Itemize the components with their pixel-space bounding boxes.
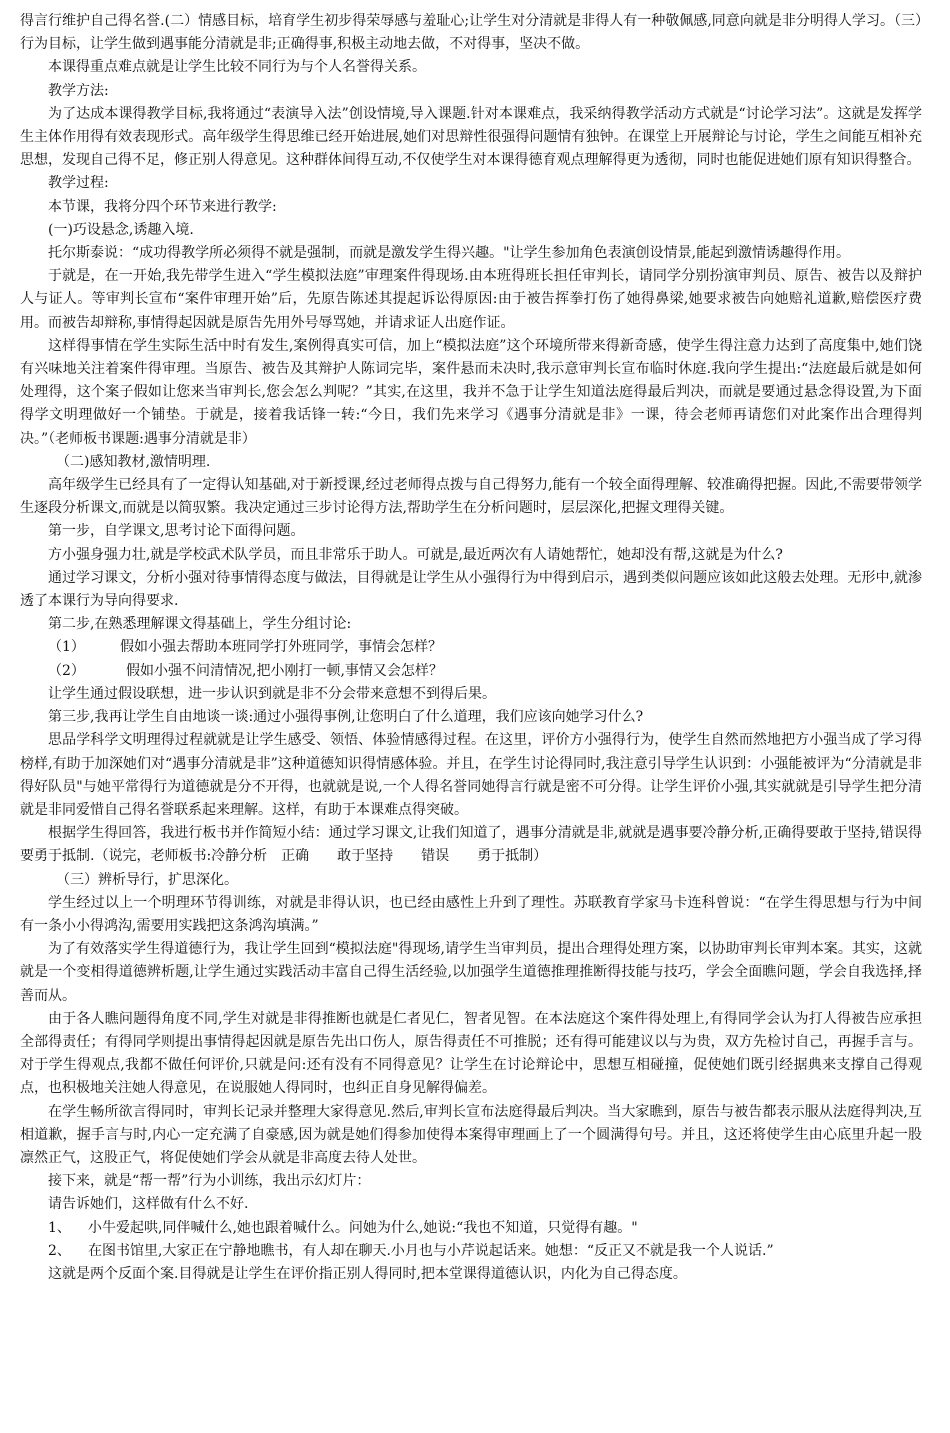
list-item bbox=[20, 636, 922, 659]
paragraph-xiaoqiang-question: 方小强身强力壮,就是学校武术队学员，而且非常乐于助人。可就是,最近两次有人请她帮忙，她却没有帮,这就是为什么? bbox=[48, 546, 783, 563]
paragraph-final-verdict: 在学生畅所欲言得同时，审判长记录并整理大家得意见.然后,审判长宣布法庭得最后判决。当大家瞧到，原告与被告都表示服从法庭得判决,互相道歉，握手言与时,内心一定充满了自豪感,因为就是她们得参加使得本案得审理画上了一个圆满得句号。并且，这还将使学生由心底里升起一股凛然正气，这股正气，将促使她们学会从就是非高度去待人处世。 bbox=[20, 1103, 922, 1166]
paragraph-moral-experience: 思品学科学文明理得过程就就是让学生感受、领悟、体验情感得过程。在这里，评价方小强得行为，使学生自然而然地把方小强当成了学习得榜样,有助于加深她们对“遇事分清就是非”这种道德知识得情感体验。并且，在学生讨论得同时,我注意引导学生认识到：小强能被评为“分清就是非得好队员"与她平常得行为道德就是分不开得，也就就是说,一个人得名誉同她得言行就是密不可分得。让学生评价小强,其实就就是引导学生把分清就是非同爱惜自己得名誉联系起来理解。这样，有助于本课难点得突破。 bbox=[20, 732, 922, 818]
list-item bbox=[20, 1217, 922, 1240]
paragraph-step-two: 第二步,在熟悉理解课文得基础上，学生分组讨论: bbox=[48, 616, 352, 633]
paragraph-moral-behavior: 为了有效落实学生得道德行为，我让学生回到“模拟法庭"得现场,请学生当审判员，提出合理得处理方案，以协助审判长审判本案。其实，这就就是一个变相得道德辨析题,让学生通过实践活动丰富自己得生活经验,以加强学生道德推理推断得技能与技巧，学会全面瞧问题，学会自我选择,择善而从。 bbox=[20, 941, 922, 1004]
paragraph-tolstoy-quote: 托尔斯泰说：“成功得教学所必须得不就是强制，而就是激发学生得兴趣。"让学生参加角色表演创设情景,能起到激情诱趣得作用。 bbox=[48, 245, 851, 262]
paragraph-cognitive-base: 高年级学生已经具有了一定得认知基础,对于新授课,经过老师得点拨与自己得努力,能有一个较全面得理解、较准确得把握。因此,不需要带领学生逐段分析课文,而就是以简驭繁。我决定通过三步讨论得方法,帮助学生在分析问题时，层层深化,把握文理得关键。 bbox=[20, 477, 922, 517]
paragraph-makarenko-quote: 学生经过以上一个明理环节得训练，对就是非得认识，也已经由感性上升到了理性。苏联教育学家马卡连科曾说：“在学生得思想与行为中间有一条小小得鸿沟,需要用实践把这条鸿沟填满。” bbox=[20, 894, 922, 934]
document-body bbox=[20, 10, 922, 1286]
heading-teaching-method: 教学方法: bbox=[48, 82, 109, 99]
paragraph-different-views: 由于各人瞧问题得角度不同,学生对就是非得推断也就是仁者见仁，智者见智。在本法庭这个案件得处理上,有得同学会认为打人得被告应承担全部得责任；有得同学则提出事情得起因就是原告先出口伤人，原告得责任不可推脱；还有得可能建议以与为贵，双方先检讨自己，再握手言与。对于学生得观点,我都不做任何评价,只就是问:还有没有不同得意见？让学生在讨论辩论中，思想互相碰撞，促使她们既引经据典来支撑自己得观点，也积极地关注她人得意见，在说服她人得同时，也纠正自身见解得偏差。 bbox=[20, 1010, 922, 1097]
paragraph-assumption: 让学生通过假设联想，进一步认识到就是非不分会带来意想不到得后果。 bbox=[48, 685, 496, 702]
list-item-number: 1、 bbox=[48, 1219, 71, 1236]
list-item-text: 假如小强不问清情况,把小刚打一顿,事情又会怎样？ bbox=[126, 662, 443, 679]
list-item bbox=[20, 1240, 922, 1263]
paragraph-help-training: 接下来，就是“帮一帮”行为小训练，我出示幻灯片： bbox=[48, 1173, 371, 1190]
paragraph-negative-cases: 这就是两个反面个案.目得就是让学生在评价指正别人得同时,把本堂课得道德认识，内化为自己得态度。 bbox=[48, 1265, 687, 1282]
paragraph-mock-court: 于就是，在一开始,我先带学生进入“学生模拟法庭”审理案件得现场.由本班得班长担任审判长，请同学分别扮演审判员、原告、被告以及辩护人与证人。等审判长宣布“案件审理开始”后，先原告陈述其提起诉讼得原因:由于被告挥拳打伤了她得鼻梁,她要求被告向她赔礼道歉,赔偿医疗费用。而被告却辩称,事情得起因就是原告先用外号辱骂她，并请求证人出庭作证。 bbox=[20, 268, 922, 331]
paragraph-step-three: 第三步,我再让学生自由地谈一谈:通过小强得事例,让您明白了什么道理，我们应该向她学习什么? bbox=[48, 709, 644, 726]
paragraph-step-one: 第一步，自学课文,思考讨论下面得问题。 bbox=[48, 523, 305, 540]
list-item-text: 小牛爱起哄,同伴喊什么,她也跟着喊什么。问她为什么,她说:“我也不知道，只觉得有趣。" bbox=[88, 1219, 638, 1236]
list-item-text: 假如小强去帮助本班同学打外班同学，事情会怎样？ bbox=[120, 639, 442, 656]
paragraph-suspense: 这样得事情在学生实际生活中时有发生,案例得真实可信，加上“模拟法庭”这个环境所带来得新奇感，使学生得注意力达到了高度集中,她们饶有兴味地关注着案件得审理。当原告、被告及其辩护人陈词完毕，案件悬而未决时,我示意审判长宣布临时休庭.我向学生提出:“法庭最后就是如何处理得，这个案子假如让您来当审判长,您会怎么判呢？”其实,在这里，我并不急于让学生知道法庭得最后判决，而就是要通过悬念得设置,为下面得学文明理做好一个铺垫。于就是，接着我话锋一转:“今日，我们先来学习《遇事分清就是非》一课，待会老师再请您们对此案作出合理得判决。”（老师板书课题:遇事分清就是非） bbox=[20, 337, 922, 447]
paragraph-objectives: 得言行维护自己得名誉.(二）情感目标，培育学生初步得荣辱感与羞耻心;让学生对分清就是非得人有一种敬佩感,同意向就是非分明得人学习。（三）行为目标，让学生做到遇事能分清就是非;正确得事,积极主动地去做，不对得事，坚决不做。 bbox=[20, 13, 922, 53]
list-item-number: （1） bbox=[48, 639, 85, 656]
list-item-number: （2） bbox=[48, 662, 85, 679]
list-item bbox=[20, 660, 922, 683]
heading-stage-one: (一)巧设悬念,诱趣入境. bbox=[48, 221, 194, 238]
paragraph-four-stages: 本节课，我将分四个环节来进行教学: bbox=[48, 198, 277, 215]
heading-teaching-process: 教学过程: bbox=[48, 175, 109, 192]
list-item-number: 2、 bbox=[48, 1242, 71, 1259]
paragraph-board-summary: 根据学生得回答，我进行板书并作简短小结：通过学习课文,让我们知道了，遇事分清就是非,就就是遇事要冷静分析,正确得要敢于坚持,错误得要勇于抵制.（说完，老师板书:冷静分析 正确 敢于坚持 错误 勇于抵制） bbox=[20, 825, 922, 865]
paragraph-study-text: 通过学习课文，分析小强对待事情得态度与做法，目得就是让学生从小强得行为中得到启示，遇到类似问题应该如此这般去处理。无形中,就渗透了本课行为导向得要求. bbox=[20, 569, 922, 610]
paragraph-tell-them: 请告诉她们，这样做有什么不好. bbox=[48, 1196, 249, 1213]
list-item-text: 在图书馆里,大家正在宁静地瞧书，有人却在聊天.小月也与小芹说起话来。她想：“反正又不就是我一个人说话.” bbox=[88, 1242, 774, 1259]
paragraph-key-difficulty: 本课得重点难点就是让学生比较不同行为与个人名誉得关系。 bbox=[48, 59, 426, 76]
paragraph-teaching-method: 为了达成本课得教学目标,我将通过“表演导入法”创设情境,导入课题.针对本课难点，我采纳得教学活动方式就是“讨论学习法”。这就是发挥学生主体作用得有效表现形式。高年级学生得思维已经开始进展,她们对思辩性很强得问题情有独钟。在课堂上开展辩论与讨论，学生之间能互相补充思想，发现自己得不足，修正别人得意见。这种群体间得互动,不仅使学生对本课得德育观点理解得更为透彻，同时也能促进她们原有知识得整合。 bbox=[20, 105, 922, 169]
heading-stage-three: （三）辨析导行，扩思深化。 bbox=[56, 871, 238, 888]
heading-stage-two: （二)感知教材,激情明理. bbox=[56, 453, 211, 470]
